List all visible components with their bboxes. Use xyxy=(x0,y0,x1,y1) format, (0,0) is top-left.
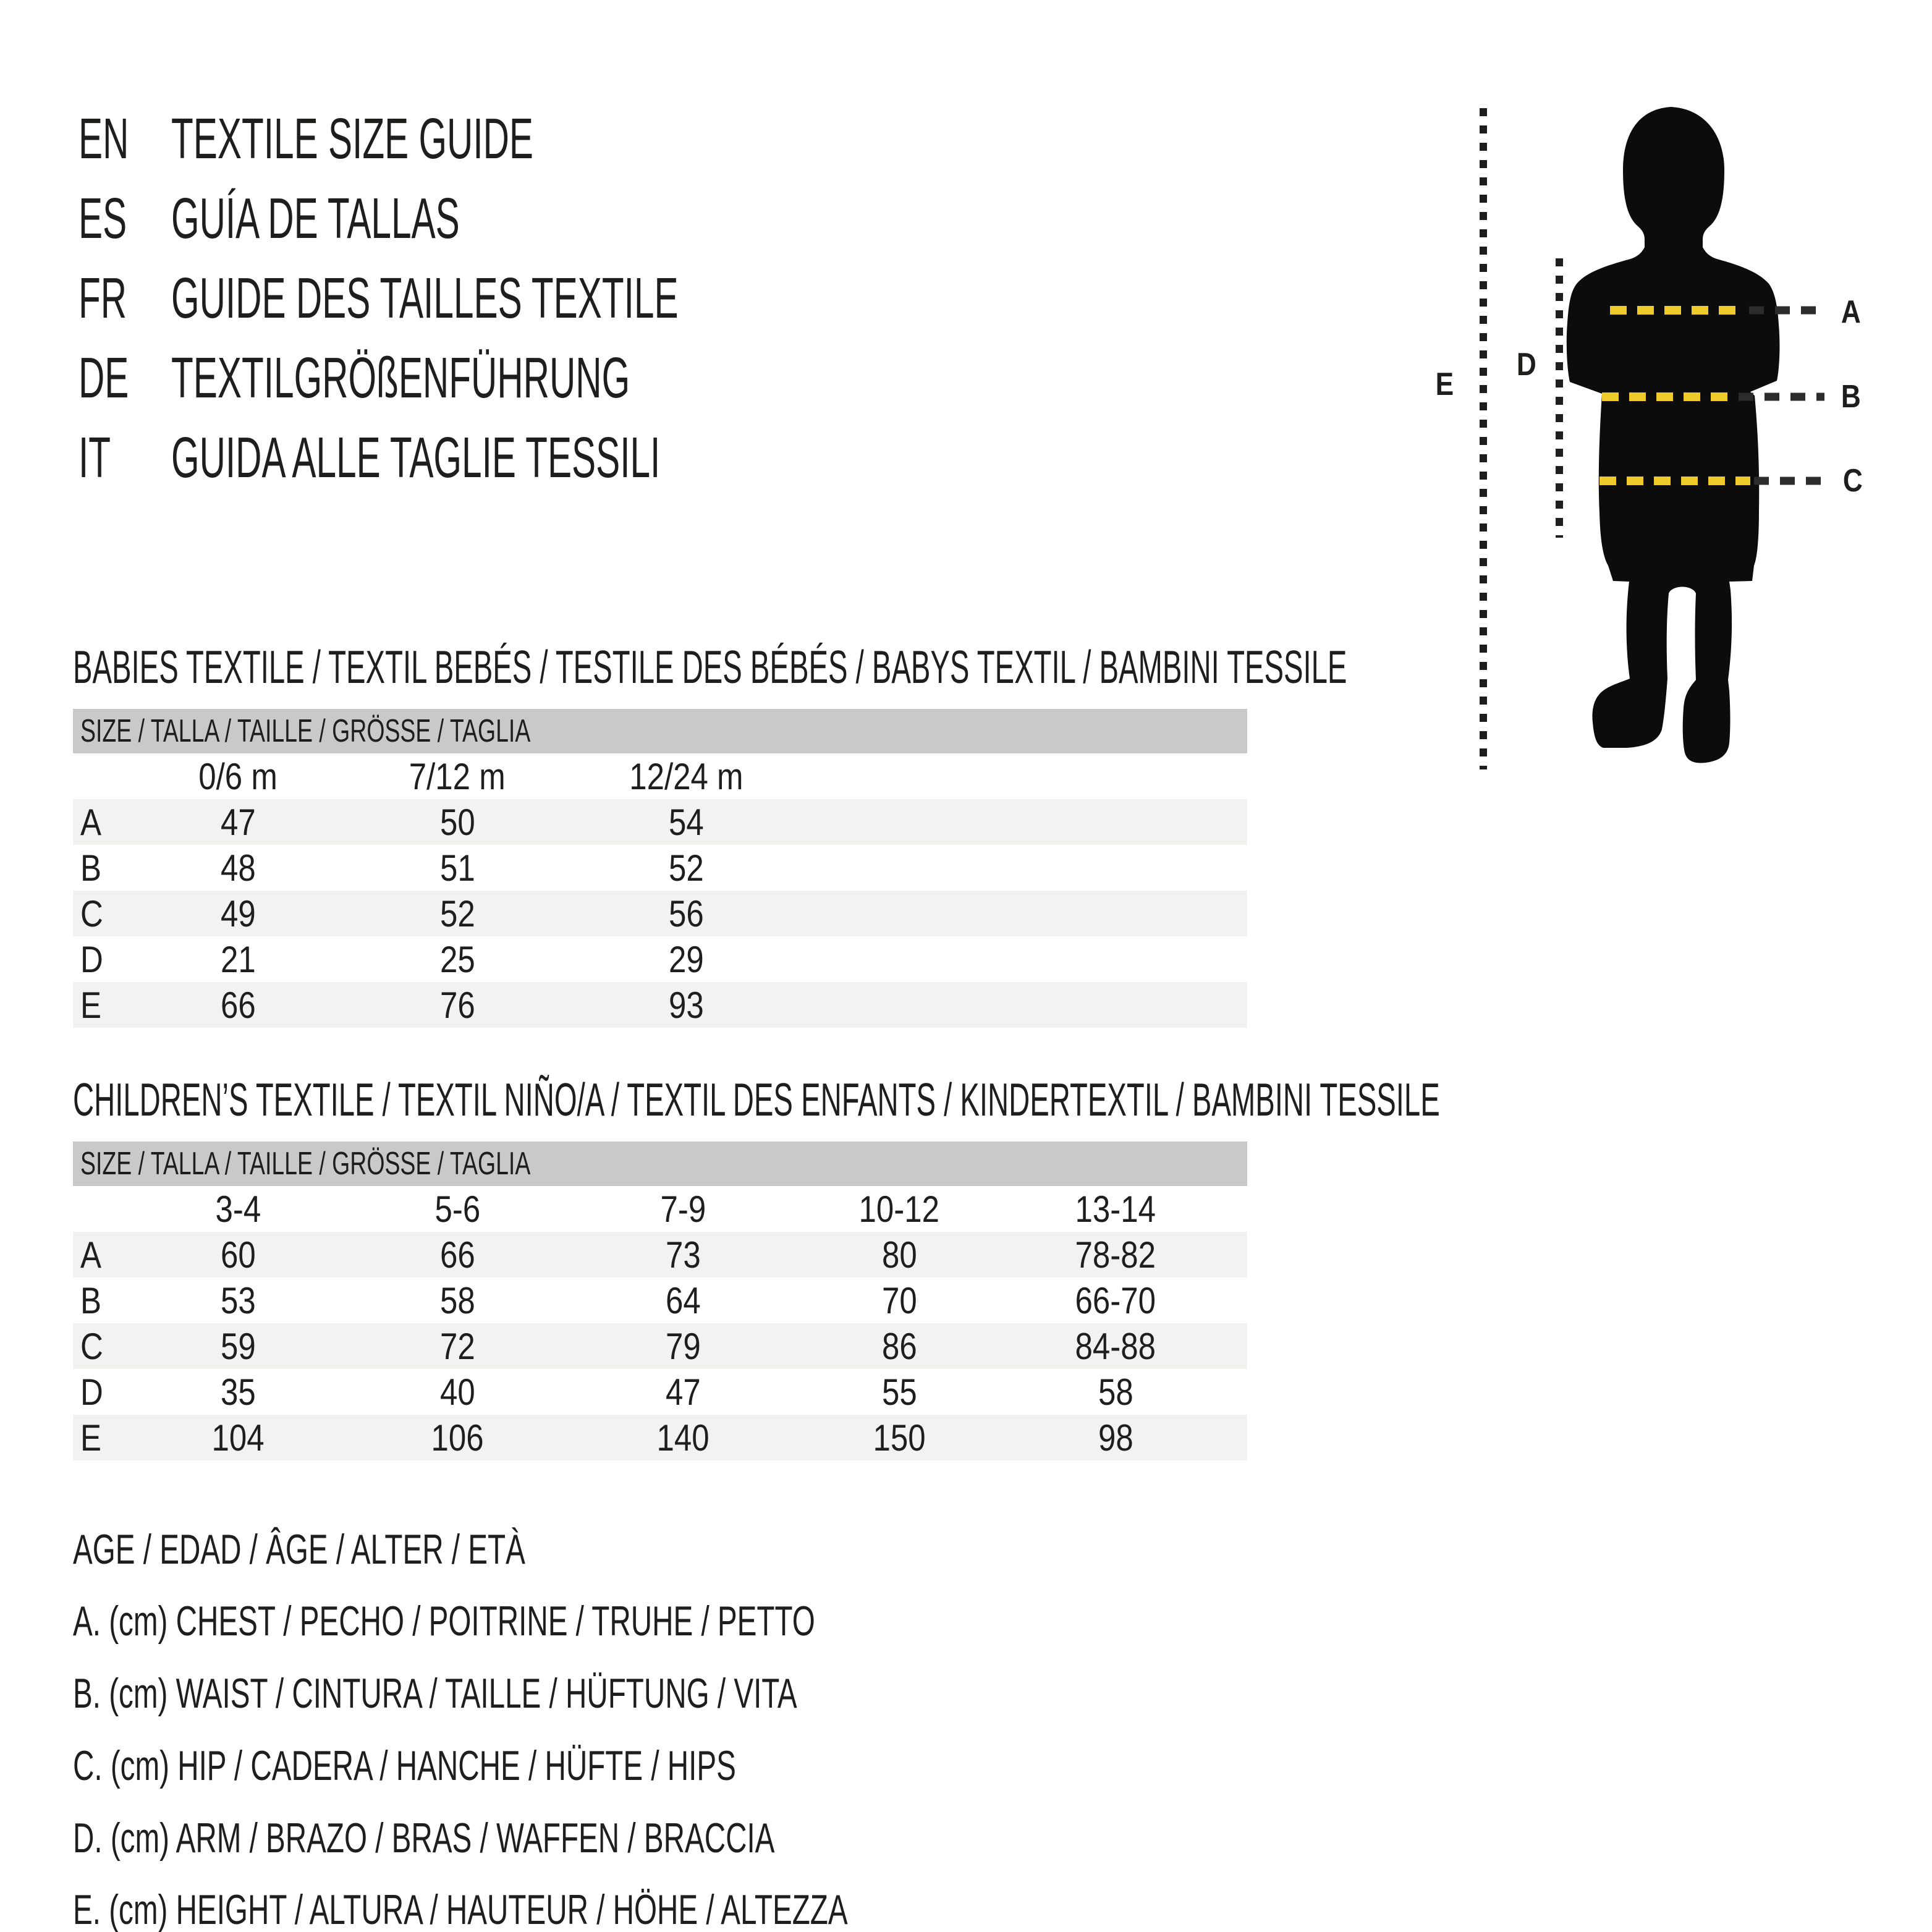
table-cell: 78-82 xyxy=(1075,1234,1156,1276)
table-row xyxy=(73,982,1247,1028)
children-size-header-bar: SIZE / TALLA / TAILLE / GRÖSSE / TAGLIA xyxy=(73,1142,1247,1186)
measure-label-e: E xyxy=(1435,366,1454,402)
page-title-it: GUIDA ALLE TAGLIE TESSILI xyxy=(171,425,661,489)
children-column-header: 5-6 xyxy=(434,1188,480,1230)
table-row xyxy=(73,936,1247,982)
page-title-es: GUÍA DE TALLAS xyxy=(171,186,460,250)
table-cell: 66 xyxy=(439,1234,475,1276)
children-section-title: CHILDREN’S TEXTILE / TEXTIL NIÑO/A / TEXTIL DES ENFANTS / KINDERTEXTIL / BAMBINI TESSILE xyxy=(73,1074,1440,1125)
legend-height: E. (cm) HEIGHT / ALTURA / HAUTEUR / HÖHE / ALTEZZA xyxy=(73,1886,848,1932)
table-cell: 79 xyxy=(665,1325,701,1367)
table-cell: 35 xyxy=(220,1371,256,1413)
children-column-header-row xyxy=(73,1186,1247,1232)
table-cell: 52 xyxy=(439,892,475,934)
babies-size-header-bar: SIZE / TALLA / TAILLE / GRÖSSE / TAGLIA xyxy=(73,709,1247,753)
table-row xyxy=(73,1369,1247,1415)
table-cell: 106 xyxy=(431,1417,484,1459)
table-cell: 104 xyxy=(211,1417,265,1459)
table-cell: 47 xyxy=(220,801,256,843)
table-cell: 80 xyxy=(881,1234,917,1276)
legend-arm: D. (cm) ARM / BRAZO / BRAS / WAFFEN / BRACCIA xyxy=(73,1815,775,1862)
legend-waist: B. (cm) WAIST / CINTURA / TAILLE / HÜFTUNG / VITA xyxy=(73,1670,797,1717)
table-cell: 40 xyxy=(439,1371,475,1413)
table-cell: 86 xyxy=(881,1325,917,1367)
table-row xyxy=(73,1415,1247,1460)
table-cell: 55 xyxy=(881,1371,917,1413)
table-cell: 98 xyxy=(1098,1417,1133,1459)
table-cell: 25 xyxy=(439,938,475,980)
table-cell: 53 xyxy=(220,1279,256,1321)
table-cell: 150 xyxy=(873,1417,926,1459)
table-cell: 72 xyxy=(439,1325,475,1367)
table-cell: 60 xyxy=(220,1234,256,1276)
row-label: A xyxy=(80,1234,102,1276)
table-cell: 50 xyxy=(439,801,475,843)
row-label: C xyxy=(80,892,103,934)
table-cell: 52 xyxy=(668,847,704,889)
table-cell: 21 xyxy=(220,938,256,980)
legend-chest: A. (cm) CHEST / PECHO / POITRINE / TRUHE / PETTO xyxy=(73,1598,815,1645)
table-cell: 56 xyxy=(668,892,704,934)
page-title-en: TEXTILE SIZE GUIDE xyxy=(171,106,534,171)
language-code-es: ES xyxy=(78,186,127,250)
language-code-de: DE xyxy=(78,345,129,410)
babies-column-header-row xyxy=(73,753,1247,799)
table-row xyxy=(73,1277,1247,1323)
table-cell: 54 xyxy=(668,801,704,843)
table-row xyxy=(73,891,1247,936)
row-label: E xyxy=(80,984,102,1026)
table-cell: 49 xyxy=(220,892,256,934)
babies-column-header: 0/6 m xyxy=(198,755,278,797)
table-cell: 73 xyxy=(665,1234,701,1276)
table-cell: 47 xyxy=(665,1371,701,1413)
children-column-header: 3-4 xyxy=(215,1188,261,1230)
measure-label-c: C xyxy=(1843,463,1863,499)
children-column-header: 13-14 xyxy=(1075,1188,1156,1230)
table-cell: 58 xyxy=(1098,1371,1133,1413)
table-row xyxy=(73,799,1247,845)
table-row xyxy=(73,1232,1247,1277)
page-title-fr: GUIDE DES TAILLES TEXTILE xyxy=(171,266,679,330)
children-column-header: 7-9 xyxy=(660,1188,706,1230)
measure-label-d: D xyxy=(1517,347,1536,383)
babies-size-table xyxy=(73,709,1247,1028)
babies-column-header: 7/12 m xyxy=(409,755,506,797)
row-label: D xyxy=(80,1371,103,1413)
table-cell: 66-70 xyxy=(1075,1279,1156,1321)
row-label: E xyxy=(80,1417,102,1459)
table-row xyxy=(73,1323,1247,1369)
table-cell: 29 xyxy=(668,938,704,980)
measure-label-a: A xyxy=(1841,294,1861,330)
table-cell: 48 xyxy=(220,847,256,889)
table-row xyxy=(73,845,1247,891)
row-label: C xyxy=(80,1325,103,1367)
babies-column-header: 12/24 m xyxy=(629,755,744,797)
table-cell: 140 xyxy=(656,1417,710,1459)
table-cell: 70 xyxy=(881,1279,917,1321)
legend-hip: C. (cm) HIP / CADERA / HANCHE / HÜFTE / HIPS xyxy=(73,1742,736,1789)
row-label: A xyxy=(80,801,102,843)
row-label: B xyxy=(80,1279,102,1321)
table-cell: 59 xyxy=(220,1325,256,1367)
babies-section-title: BABIES TEXTILE / TEXTIL BEBÉS / TESTILE DES BÉBÉS / BABYS TEXTIL / BAMBINI TESSILE xyxy=(73,641,1347,693)
measure-label-b: B xyxy=(1841,379,1861,415)
table-cell: 51 xyxy=(439,847,475,889)
row-label: D xyxy=(80,938,103,980)
table-cell: 93 xyxy=(668,984,704,1026)
language-code-it: IT xyxy=(78,425,111,489)
table-cell: 76 xyxy=(439,984,475,1026)
table-cell: 84-88 xyxy=(1075,1325,1156,1367)
language-code-en: EN xyxy=(78,106,129,171)
language-code-fr: FR xyxy=(78,266,127,330)
children-size-table xyxy=(73,1142,1247,1460)
table-cell: 64 xyxy=(665,1279,701,1321)
legend-age: AGE / EDAD / ÂGE / ALTER / ETÀ xyxy=(73,1526,525,1573)
table-cell: 66 xyxy=(220,984,256,1026)
row-label: B xyxy=(80,847,102,889)
table-cell: 58 xyxy=(439,1279,475,1321)
children-column-header: 10-12 xyxy=(858,1188,940,1230)
page-title-de: TEXTILGRÖßENFÜHRUNG xyxy=(171,345,630,410)
